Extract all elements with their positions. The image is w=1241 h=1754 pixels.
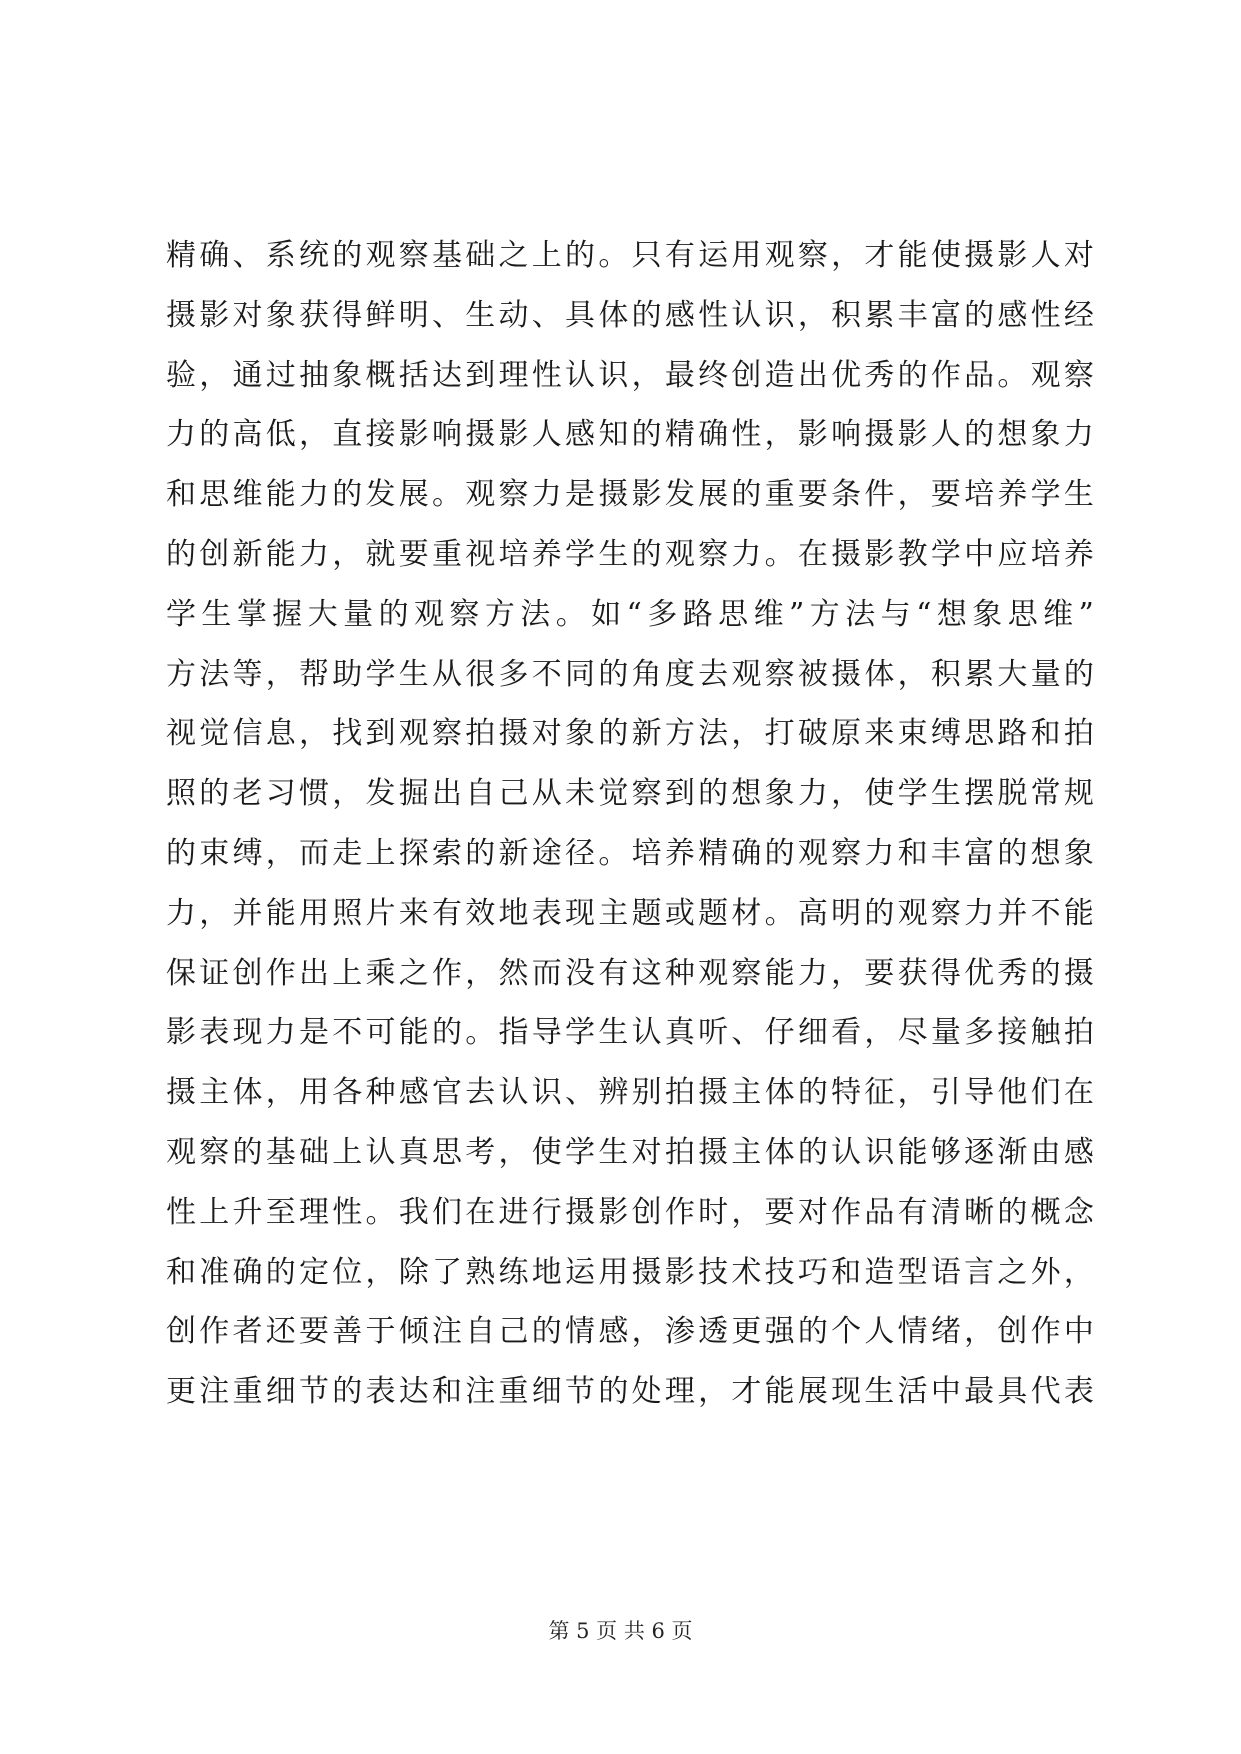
text-line: 方法等，帮助学生从很多不同的角度去观察被摄体，积累大量的: [166, 656, 1096, 692]
text-line: 更注重细节的表达和注重细节的处理，才能展现生活中最具代表: [166, 1374, 1096, 1410]
text-line: 验，通过抽象概括达到理性认识，最终创造出优秀的作品。观察: [166, 357, 1096, 393]
text-line: 和准确的定位，除了熟练地运用摄影技术技巧和造型语言之外，: [166, 1254, 1096, 1290]
page-number-label: 第 5 页 共 6 页: [548, 1619, 693, 1643]
text-line: 性上升至理性。我们在进行摄影创作时，要对作品有清晰的概念: [166, 1194, 1096, 1230]
text-line: 力的高低，直接影响摄影人感知的精确性，影响摄影人的想象力: [166, 417, 1096, 453]
text-line: 保证创作出上乘之作，然而没有这种观察能力，要获得优秀的摄: [166, 955, 1096, 991]
text-line: 照的老习惯，发掘出自己从未觉察到的想象力，使学生摆脱常规: [166, 776, 1096, 812]
text-line: 的束缚，而走上探索的新途径。培养精确的观察力和丰富的想象: [166, 835, 1096, 871]
text-line: 力，并能用照片来有效地表现主题或题材。高明的观察力并不能: [166, 895, 1096, 931]
text-line: 视觉信息，找到观察拍摄对象的新方法，打破原来束缚思路和拍: [166, 716, 1096, 752]
text-line: 观察的基础上认真思考，使学生对拍摄主体的认识能够逐渐由感: [166, 1134, 1096, 1170]
text-line: 摄影对象获得鲜明、生动、具体的感性认识，积累丰富的感性经: [166, 297, 1096, 333]
text-line: 精确、系统的观察基础之上的。只有运用观察，才能使摄影人对: [166, 238, 1096, 273]
text-line: 和思维能力的发展。观察力是摄影发展的重要条件，要培养学生: [166, 477, 1096, 513]
text-line: 创作者还要善于倾注自己的情感，渗透更强的个人情绪，创作中: [166, 1314, 1096, 1350]
text-line: 影表现力是不可能的。指导学生认真听、仔细看，尽量多接触拍: [166, 1015, 1096, 1051]
page-footer: [0, 1617, 1241, 1645]
text-line: 的创新能力，就要重视培养学生的观察力。在摄影教学中应培养: [166, 536, 1096, 572]
text-line: 学生掌握大量的观察方法。如“多路思维”方法与“想象思维”: [166, 596, 1096, 632]
body-paragraph: [166, 226, 1096, 1422]
text-line: 摄主体，用各种感官去认识、辨别拍摄主体的特征，引导他们在: [166, 1075, 1096, 1111]
